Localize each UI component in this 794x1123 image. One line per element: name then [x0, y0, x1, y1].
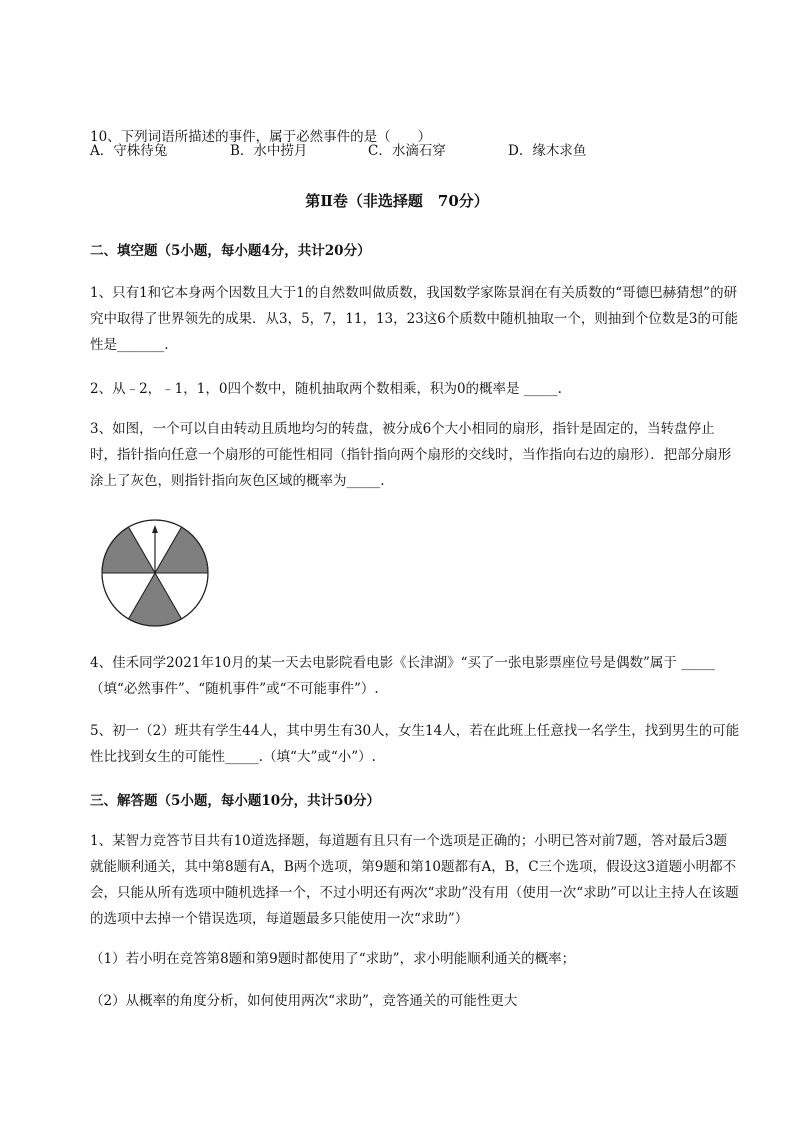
fill-question-4: 4、佳禾同学2021年10月的某一天去电影院看电影《长津湖》“买了一张电影票座位号是偶数”属于 _____（填“必然事件”、“随机事件”或“不可能事件”）.	[90, 655, 715, 697]
question-10-options	[90, 138, 740, 164]
answer-question-1-part-2: （2）从概率的角度分析，如何使用两次“求助”，竞答通关的可能性更大	[90, 993, 518, 1009]
section-2-heading: 二、填空题（5小题，每小题4分，共计20分）	[90, 243, 371, 259]
fill-question-5: 5、初一（2）班共有学生44人，其中男生有30人，女生14人，若在此班上任意找一名学生，找到男生的可能性比找到女生的可能性_____.（填“大”或“小”）.	[90, 723, 740, 765]
answer-question-1-part-1: （1）若小明在竞答第8题和第9题时都使用了“求助”，求小明能顺利通关的概率；	[90, 951, 576, 967]
option-d: D．缘木求鱼	[508, 143, 587, 159]
fill-question-1: 1、只有1和它本身两个因数且大于1的自然数叫做质数，我国数学家陈景润在有关质数的“哥德巴赫猜想”的研究中取得了世界领先的成果．从3，5，7，11，13，23这6个质数中随机抽取一个，则抽到个位数是3的可能性是_______.	[90, 285, 738, 353]
answer-question-1: 1、某智力竞答节目共有10道选择题，每道题有且只有一个选项是正确的；小明已答对前7题，答对最后3题就能顺利通关，其中第8题有A，B两个选项，第9题和第10题都有A，B，C三个选项，假设这3道题小明都不会，只能从所有选项中随机选择一个，不过小明还有两次“求助”没有用（使用一次“求助”可以让主持人在该题的选项中去掉一个错误选项，每道题最多只能使用一次“求助”）	[90, 833, 739, 927]
part-2-title: 第Ⅱ卷（非选择题 70分）	[305, 192, 489, 210]
section-3-heading: 三、解答题（5小题，每小题10分，共计50分）	[90, 793, 380, 809]
option-c: C．水滴石穿	[368, 143, 446, 159]
fill-question-3: 3、如图，一个可以自由转动且质地均匀的转盘，被分成6个大小相同的扇形，指针是固定的，当转盘停止时，指针指向任意一个扇形的可能性相同（指针指向两个扇形的交线时，当作指向右边的扇形）．把部分扇形涂上了灰色，则指针指向灰色区域的概率为_____.	[90, 421, 732, 489]
option-a: A．守株待兔	[90, 143, 168, 159]
fill-question-2: 2、从﹣2，﹣1，1，0四个数中，随机抽取两个数相乘，积为0的概率是 _____.	[90, 381, 562, 397]
question-10-stem: 10、下列词语所描述的事件，属于必然事件的是（ ）	[90, 129, 432, 145]
option-b: B．水中捞月	[230, 143, 308, 159]
spinner-diagram	[98, 518, 212, 628]
